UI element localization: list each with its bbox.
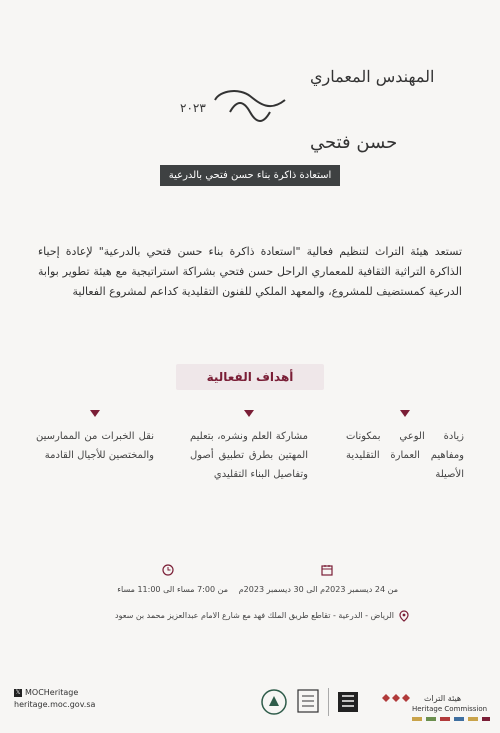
ministry-culture-logo (336, 690, 360, 714)
triangle-marker-icon (244, 410, 254, 417)
goal-item (190, 410, 308, 484)
event-times: من 7:00 مساء الى 11:00 مساء (117, 585, 228, 594)
royal-institute-logo (296, 688, 320, 716)
location-row (60, 610, 410, 626)
heritage-commission-ar: هيئة التراث (424, 694, 462, 703)
subtitle-bar: استعادة ذاكرة بناء حسن فتحي بالدرعية (160, 165, 340, 186)
event-logo (0, 60, 500, 165)
calligraphy-logo-image (160, 60, 435, 160)
clock-icon (162, 564, 174, 576)
schedule-row (0, 563, 500, 603)
goal-item (346, 410, 464, 484)
goal-item (36, 410, 154, 465)
goal-text: زيادة الوعي بمكونات ومفاهيم العمارة التقليدية الأصيلة (346, 431, 464, 480)
logo-year: ٢٠٢٣ (180, 101, 206, 115)
diriyah-emblem-logo (260, 688, 288, 716)
footer (0, 688, 500, 728)
logo-line2: حسن فتحي (310, 132, 398, 153)
website-link[interactable]: heritage.moc.gov.sa (14, 700, 96, 709)
heritage-commission-en: Heritage Commission (412, 705, 488, 713)
social-handle[interactable]: 𝕏 MOCHeritage (15, 688, 79, 697)
goal-text: نقل الخبرات من الممارسين والمختصين للأجيال القادمة (36, 431, 154, 461)
logo-line1: المهندس المعماري (310, 67, 435, 86)
event-dates: من 24 ديسمبر 2023م الى 30 ديسمبر 2023م (238, 585, 398, 594)
calendar-icon (321, 564, 333, 576)
x-social-icon: 𝕏 (15, 688, 21, 696)
intro-paragraph: تستعد هيئة التراث لتنظيم فعالية "استعادة ذاكرة بناء حسن فتحي بالدرعية" لإعادة إحياء الذاكرة التراثية الثقافية للمعماري الراحل حسن فتحي بشراكة استراتيجية مع هيئة تطوير بوابة الدرعية كمستضيف للمشروع، والمعهد الملكي للفنون التقليدية كداعم لمشروع الفعالية (38, 245, 462, 298)
heritage-pattern-icon (380, 692, 410, 704)
goals-title: أهداف الفعالية (176, 364, 324, 390)
pattern-strip-icon (412, 715, 490, 723)
goal-text: مشاركة العلم ونشره، بتعليم المهتين بطرق تطبيق أصول وتفاصيل البناء التقليدي (190, 431, 308, 480)
divider (328, 688, 329, 716)
triangle-marker-icon (90, 410, 100, 417)
triangle-marker-icon (400, 410, 410, 417)
event-location: الرياض - الدرعية - تقاطع طريق الملك فهد مع شارع الامام عبدالعزيز محمد بن سعود (115, 611, 394, 620)
location-pin-icon (398, 610, 410, 622)
